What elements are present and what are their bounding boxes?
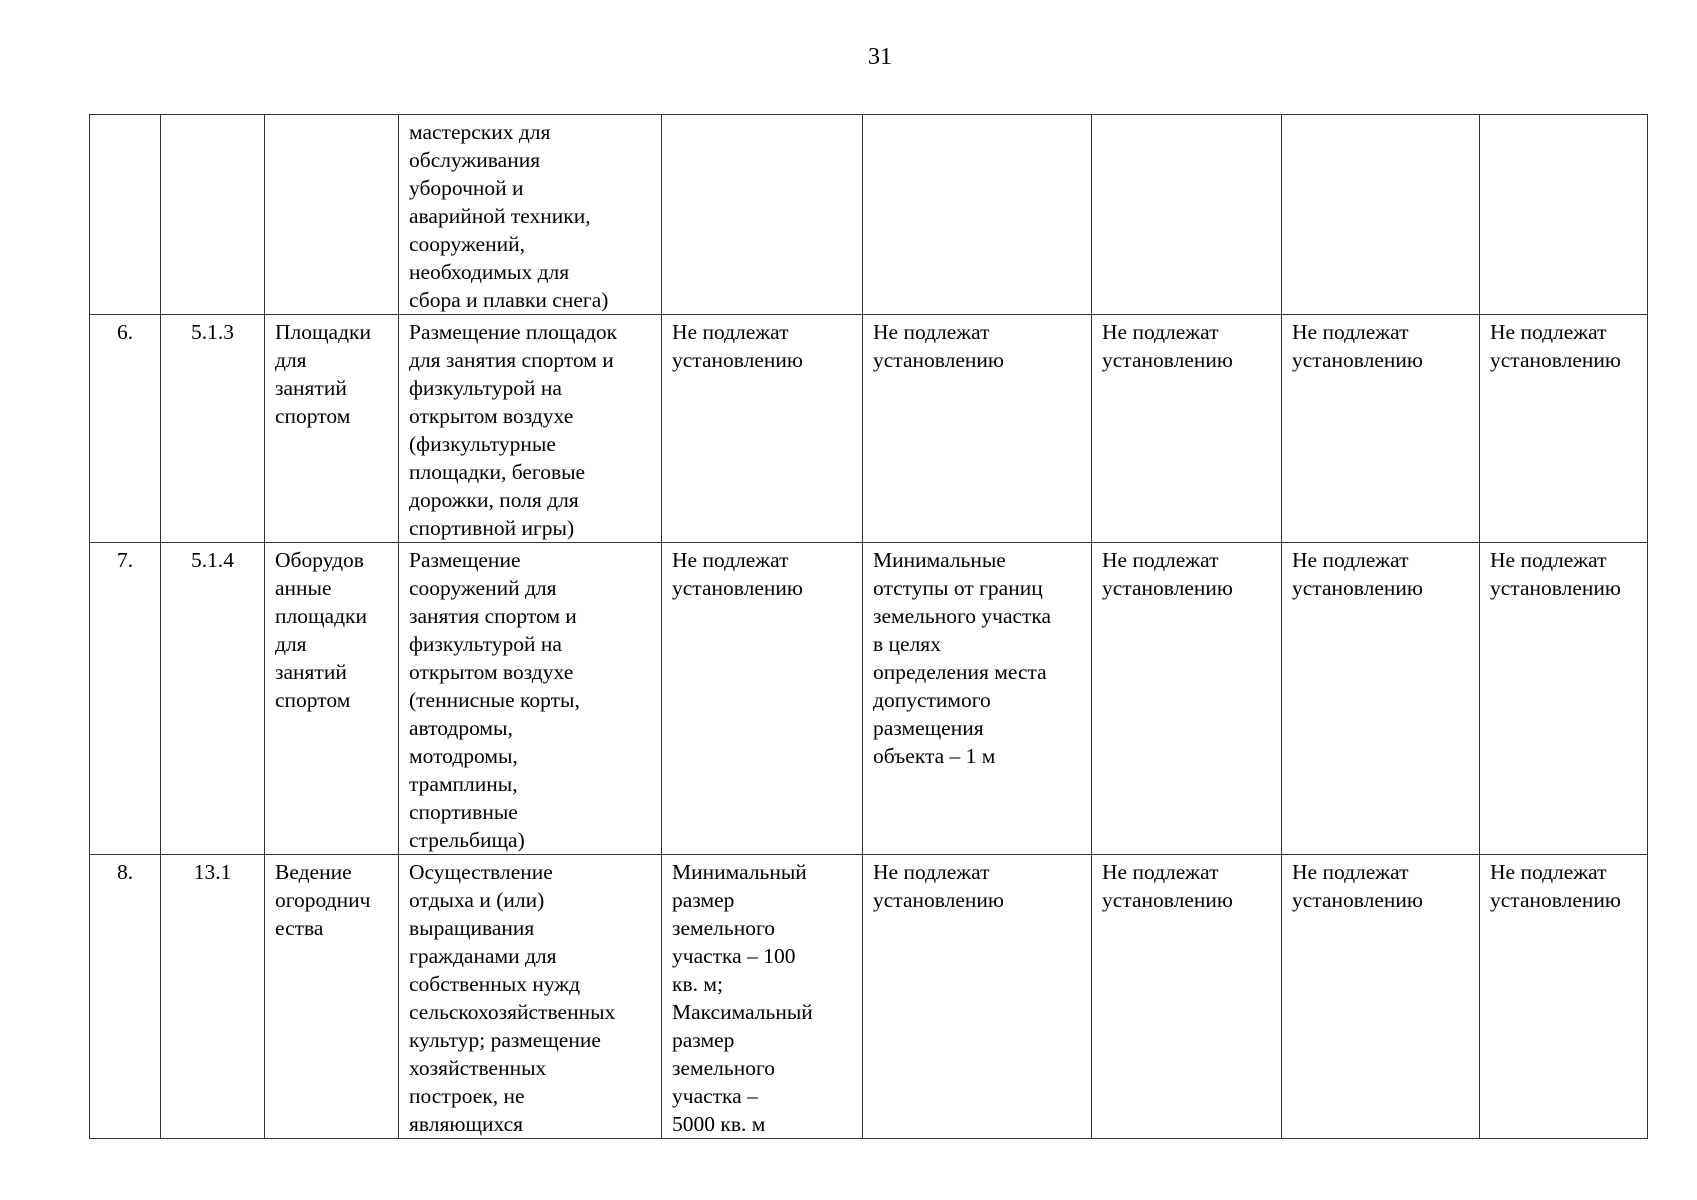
table-row (90, 543, 1648, 855)
param-cell-1: Не подлежат установлению (662, 315, 863, 543)
use-description-cell: мастерских для обслуживания уборочной и аварийной техники, сооружений, необходимых для сбора и плавки снега) (399, 115, 662, 315)
use-name-cell (265, 115, 399, 315)
use-description-cell: Осуществление отдыха и (или) выращивания гражданами для собственных нужд сельскохозяйственных культур; размещение хозяйственных построек, не являющихся (399, 855, 662, 1139)
table-row (90, 315, 1648, 543)
param-cell-2: Не подлежат установлению (863, 855, 1092, 1139)
param-cell-5: Не подлежат установлению (1480, 855, 1648, 1139)
table-row (90, 115, 1648, 315)
use-name-cell: Ведение огороднич ества (265, 855, 399, 1139)
row-number-cell (90, 115, 161, 315)
page-number: 31 (868, 44, 892, 70)
row-number-cell: 7. (90, 543, 161, 855)
use-code-cell: 5.1.4 (161, 543, 265, 855)
param-cell-4: Не подлежат установлению (1282, 855, 1480, 1139)
param-cell-5: Не подлежат установлению (1480, 315, 1648, 543)
use-code-cell (161, 115, 265, 315)
param-cell-4 (1282, 115, 1480, 315)
row-number-cell: 8. (90, 855, 161, 1139)
use-description-cell: Размещение сооружений для занятия спортом и физкультурой на открытом воздухе (теннисные корты, автодромы, мотодромы, трамплины, спортивные стрельбища) (399, 543, 662, 855)
table-row (90, 855, 1648, 1139)
param-cell-4: Не подлежат установлению (1282, 315, 1480, 543)
param-cell-2: Не подлежат установлению (863, 315, 1092, 543)
row-number-cell: 6. (90, 315, 161, 543)
zoning-regulations-table (89, 114, 1648, 1139)
use-name-cell: Площадки для занятий спортом (265, 315, 399, 543)
param-cell-1: Не подлежат установлению (662, 543, 863, 855)
param-cell-4: Не подлежат установлению (1282, 543, 1480, 855)
param-cell-3: Не подлежат установлению (1092, 315, 1282, 543)
use-description-cell: Размещение площадок для занятия спортом и физкультурой на открытом воздухе (физкультурные площадки, беговые дорожки, поля для спортивной игры) (399, 315, 662, 543)
param-cell-2 (863, 115, 1092, 315)
param-cell-5 (1480, 115, 1648, 315)
param-cell-3: Не подлежат установлению (1092, 543, 1282, 855)
use-code-cell: 13.1 (161, 855, 265, 1139)
param-cell-5: Не подлежат установлению (1480, 543, 1648, 855)
param-cell-2: Минимальные отступы от границ земельного участка в целях определения места допустимого размещения объекта – 1 м (863, 543, 1092, 855)
use-code-cell: 5.1.3 (161, 315, 265, 543)
param-cell-1 (662, 115, 863, 315)
param-cell-3: Не подлежат установлению (1092, 855, 1282, 1139)
param-cell-1: Минимальный размер земельного участка – 100 кв. м; Максимальный размер земельного участка – 5000 кв. м (662, 855, 863, 1139)
param-cell-3 (1092, 115, 1282, 315)
use-name-cell: Оборудов анные площадки для занятий спортом (265, 543, 399, 855)
